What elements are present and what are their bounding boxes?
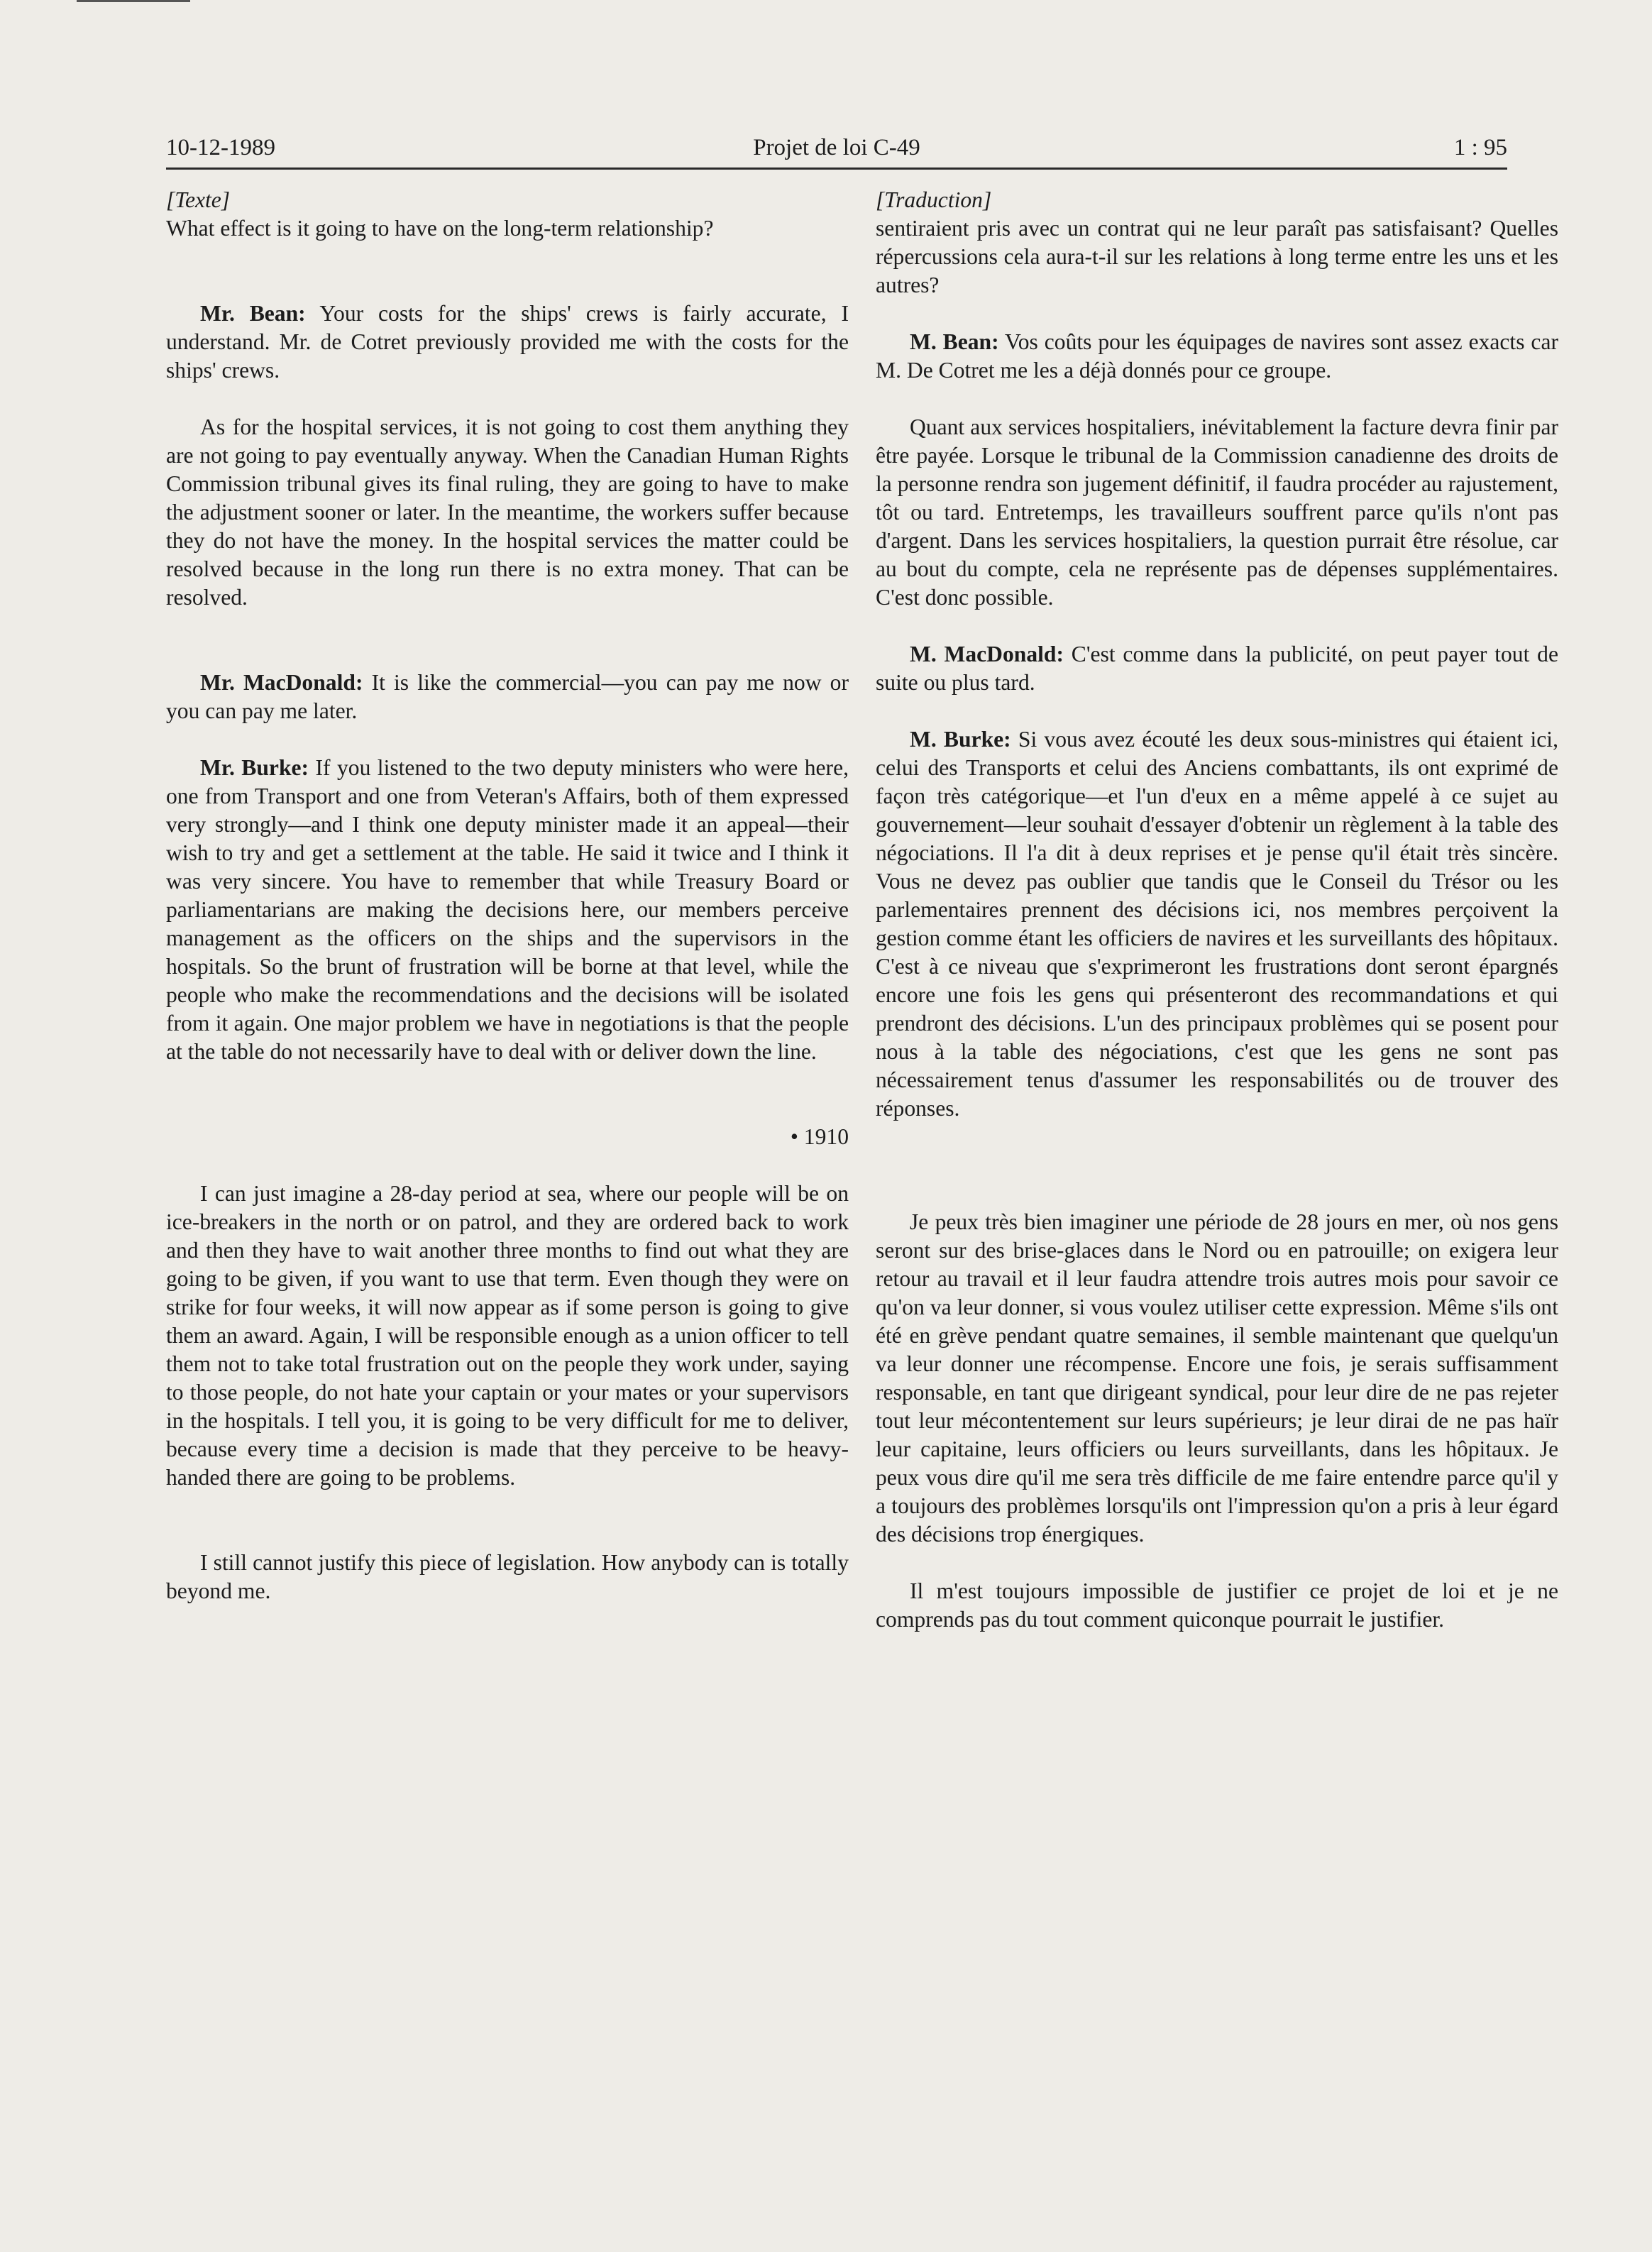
paragraph: Quant aux services hospitaliers, inévitablement la facture devra finir par être payée. Lorsque le tribunal de la Commission canadienne des droits de la personne rendra son jugement définitif, il faudra procéder au rajustement, tôt ou tard. Entretemps, les travailleurs souffrent parce qu'ils n'ont pas d'argent. Dans les services hospitaliers, la question purrait être résolue, car au bout du compte, cela ne représente pas de dépenses supplémentaires. C'est donc possible. xyxy=(876,414,1558,610)
speaker-name: M. Burke: xyxy=(910,727,1011,752)
paragraph: I can just imagine a 28-day period at sea, where our people will be on ice-breakers in the north or on patrol, and they are ordered back to work and then they have to wait another three months to find out what they are going to be given, if you want to use that term. Even though they were on strike for four weeks, it will now appear as if some person is going to give them an award. Again, I will be responsible enough as a union officer to tell them not to take total frustration out on the people they work under, saying to those people, do not hate your captain or your mates or your supervisors in the hospitals. I tell you, it is going to be very difficult for me to deliver, because every time a decision is made that they perceive to be heavy-handed there are going to be problems. xyxy=(166,1181,849,1490)
speaker-name: M. Bean: xyxy=(910,329,999,354)
paragraph: Je peux très bien imaginer une période de 28 jours en mer, où nos gens seront sur des brise-glaces dans le Nord ou en patrouille; on exigera leur retour au travail et il leur faudra attendre trois autres mois pour savoir ce qu'on va leur donner, si vous voulez utiliser cette expression. Même s'ils ont été en grève pendant quatre semaines, il semble maintenant que quelqu'un va leur donner une récompense. Encore une fois, je serais suffisamment responsable, en tant que dirigeant syndical, pour leur dire de ne pas rejeter tout leur mécontentement sur leurs supérieurs; je leur dirai de ne pas haïr leur capitaine, leurs officiers ou leurs surveillants, dans les hôpitaux. Je peux vous dire qu'il me sera très difficile de me faire entendre parce qu'il y a toujours des problèmes lorsqu'ils ont l'impression qu'on a pris à leur égard des décisions trop énergiques. xyxy=(876,1209,1558,1547)
header-page-number: 1 : 95 xyxy=(1453,135,1507,160)
paragraph xyxy=(166,669,849,725)
speaker-name: Mr. Bean: xyxy=(200,301,306,326)
paragraph: What effect is it going to have on the long-term relationship? xyxy=(166,216,714,241)
header-date: 10-12-1989 xyxy=(166,135,275,160)
speaker-name: M. MacDonald: xyxy=(910,642,1064,666)
speech-text: Your costs for the ships' crews is fairly accurate, I understand. Mr. de Cotret previously provided me with the costs for the ships' crews. xyxy=(166,301,849,383)
header-title: Projet de loi C-49 xyxy=(753,135,920,160)
right-column-french xyxy=(876,186,1558,1662)
language-tag: [Traduction] xyxy=(876,187,992,212)
paragraph: sentiraient pris avec un contrat qui ne leur paraît pas satisfaisant? Quelles répercussions cela aura-t-il sur les relations à long terme entre les uns et les autres? xyxy=(876,216,1558,297)
speaker-name: Mr. Burke: xyxy=(200,755,309,780)
speech-text: Vos coûts pour les équipages de navires sont assez exacts car M. De Cotret me les a déjà donnés pour ce groupe. xyxy=(876,329,1558,383)
paragraph: Il m'est toujours impossible de justifier ce projet de loi et je ne comprends pas du tout comment quiconque pourrait le justifier. xyxy=(876,1578,1558,1632)
time-stamp: • 1910 xyxy=(790,1124,849,1149)
speech-text: C'est comme dans la publicité, on peut payer tout de suite ou plus tard. xyxy=(876,642,1558,695)
speech-text: It is like the commercial—you can pay me now or you can pay me later. xyxy=(166,670,849,723)
paragraph xyxy=(166,300,849,385)
speaker-name: Mr. MacDonald: xyxy=(200,670,363,695)
left-column-english xyxy=(166,186,849,1634)
paragraph xyxy=(876,328,1558,385)
paragraph: As for the hospital services, it is not going to cost them anything they are not going to pay eventually anyway. When the Canadian Human Rights Commission tribunal gives its final ruling, they are going to have to make the adjustment sooner or later. In the meantime, the workers suffer because they do not have the money. In the hospital services the matter could be resolved because in the long run there is no extra money. That can be resolved. xyxy=(166,414,849,610)
speech-text: Si vous avez écouté les deux sous-ministres qui étaient ici, celui des Transports et celui des Anciens combattants, ils ont exprimé de façon très catégorique—et l'un d'eux en a même appelé à ce sujet au gouvernement—leur souhait d'essayer d'obtenir un règlement à la table des négociations. Il l'a dit à deux reprises et je pense qu'il était très sincère. Vous ne devez pas oublier que tandis que le Conseil du Trésor ou les parlementaires prennent des décisions ici, nos membres perçoivent la gestion comme étant les officiers de navires et les surveillants des hôpitaux. C'est à ce niveau que s'exprimeront les frustrations dont seront épargnés encore une fois les gens qui présenteront des recommandations et qui prendront des décisions. L'un des principaux problèmes qui se posent pour nous à la table des négociations, c'est que les gens ne sont pas nécessairement tenus d'assumer les responsabilités ou de trouver des réponses. xyxy=(876,727,1558,1121)
paragraph xyxy=(166,754,849,1066)
language-tag: [Texte] xyxy=(166,187,231,212)
top-rule xyxy=(77,0,190,2)
speech-text: If you listened to the two deputy ministers who were here, one from Transport and one from Veteran's Affairs, both of them expressed very strongly—and I think one deputy minister made it an appeal—their wish to try and get a settlement at the table. He said it twice and I think it was very sincere. You have to remember that while Treasury Board or parliamentarians are making the decisions here, our members perceive management as the officers on the ships and the supervisors in the hospitals. So the brunt of frustration will be borne at that level, while the people who make the recommendations and the decisions will be isolated from it again. One major problem we have in negotiations is that the people at the table do not necessarily have to deal with or deliver down the line. xyxy=(166,755,849,1064)
paragraph: I still cannot justify this piece of legislation. How anybody can is totally beyond me. xyxy=(166,1550,849,1603)
page-header xyxy=(166,135,1507,170)
paragraph xyxy=(876,725,1558,1123)
paragraph xyxy=(876,640,1558,697)
